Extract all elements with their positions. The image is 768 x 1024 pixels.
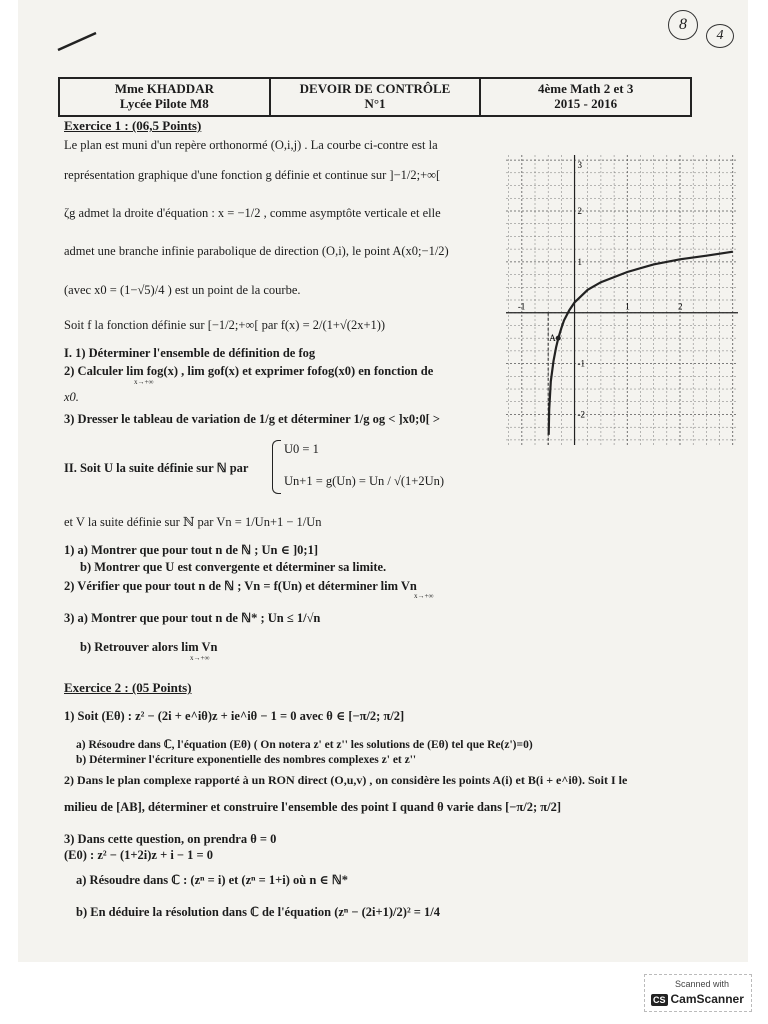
pen-stroke-mark <box>56 30 100 52</box>
ex1-q3b-lim-sub: x→+∞ <box>190 654 210 662</box>
ex2-q3a: a) Résoudre dans ℂ : (zⁿ = i) et (zⁿ = 1+i) où n ∈ ℕ* <box>76 873 349 887</box>
point-a-label: A <box>549 333 556 344</box>
ex2-q3-equation: (E0) : z² − (1+2i)z + i − 1 = 0 <box>64 848 214 862</box>
ex1-line-3: ζg admet la droite d'équation : x = −1/2 , comme asymptôte verticale et elle <box>64 206 441 220</box>
teacher-name: Mme KHADDAR <box>114 81 214 96</box>
ex1-q1b: b) Montrer que U est convergente et déterminer sa limite. <box>80 560 387 574</box>
ex1-line-2: représentation graphique d'une fonction g définie et continue sur ]−1/2;+∞[ <box>64 168 441 182</box>
ex1-part-ii-intro: II. Soit U la suite définie sur ℕ par <box>64 461 249 475</box>
system-brace <box>272 440 281 494</box>
graph-grid <box>506 155 738 445</box>
ex2-q1: 1) Soit (Eθ) : z² − (2i + e^iθ)z + ie^iθ − 1 = 0 avec θ ∈ [−π/2; π/2] <box>64 709 405 723</box>
ex1-q-i1: I. 1) Déterminer l'ensemble de définition de fog <box>64 346 316 360</box>
ex1-q-i2-lim-sub: x→+∞ <box>134 378 154 386</box>
y-tick-label-1: 1 <box>577 256 583 267</box>
ex1-q1a: 1) a) Montrer que pour tout n de ℕ ; Un ∈ ]0;1] <box>64 543 318 557</box>
ex1-q3b: b) Retrouver alors lim Vn <box>80 640 218 654</box>
ex2-q3: 3) Dans cette question, on prendra θ = 0 <box>64 832 277 846</box>
y-tick-label-neg1: -1 <box>577 358 586 369</box>
ex1-q2: 2) Vérifier que pour tout n de ℕ ; Vn = f(Un) et déterminer lim Vn <box>64 579 417 593</box>
function-graph <box>506 155 738 445</box>
ex1-q-i2: 2) Calculer lim fog(x) , lim gof(x) et exprimer fofog(x0) en fonction de <box>64 364 434 378</box>
y-tick-label-3: 3 <box>577 160 583 171</box>
y-tick-label-2: 2 <box>577 205 583 216</box>
exercise-1-title: Exercice 1 : (06,5 Points) <box>64 118 202 133</box>
y-tick-label-neg2: -2 <box>577 409 586 420</box>
ex1-q3a: 3) a) Montrer que pour tout n de ℕ* ; Un ≤ 1/√n <box>64 611 321 625</box>
camscanner-icon: CS <box>653 995 666 1005</box>
header-class-cell <box>479 79 690 115</box>
ex1-line-5: (avec x0 = (1−√5)/4 ) est un point de la courbe. <box>64 283 301 297</box>
header-title-cell <box>269 79 480 115</box>
school-name: Lycée Pilote M8 <box>119 96 209 111</box>
ex2-q1a: a) Résoudre dans ℂ, l'équation (Eθ) ( On notera z' et z'' les solutions de (Eθ) tel que Re(z')=0) <box>76 739 533 751</box>
ex2-q2-line2: milieu de [AB], déterminer et construire l'ensemble des point I quand θ varie dans [−π/2; π/2] <box>64 800 562 814</box>
ex1-v-def: et V la suite définie sur ℕ par Vn = 1/Un+1 − 1/Un <box>64 515 322 529</box>
ex2-q1b: b) Déterminer l'écriture exponentielle des nombres complexes z' et z'' <box>76 754 417 766</box>
ex1-un1-def: Un+1 = g(Un) = Un / √(1+2Un) <box>284 474 445 488</box>
curve-g <box>549 252 733 435</box>
class-name: 4ème Math 2 et 3 <box>538 81 634 96</box>
ex2-q2-line1: 2) Dans le plan complexe rapporté à un RON direct (O,u,v) , on considère les points A(i) et B(i + e^iθ). Soit I le <box>64 773 628 787</box>
ex1-q-i3: 3) Dresser le tableau de variation de 1/g et déterminer 1/g og < ]x0;0[ > <box>64 412 440 426</box>
ex1-q2-lim-sub: x→+∞ <box>414 592 434 600</box>
x-tick-label-1: 1 <box>625 301 630 312</box>
camscanner-logo-text <box>651 992 744 1006</box>
ex2-q3b: b) En déduire la résolution dans ℂ de l'équation (zⁿ − (2i+1)/2)² = 1/4 <box>76 905 441 919</box>
ex1-q-i2-cont: x0. <box>64 390 79 404</box>
page-mark-circle-1: 8 <box>668 10 698 40</box>
exercise-2-title: Exercice 2 : (05 Points) <box>64 680 192 695</box>
scanned-with-text: Scanned with <box>675 979 730 989</box>
x-tick-label-neg1: -1 <box>517 301 526 312</box>
ex1-line-4: admet une branche infinie parabolique de direction (O,i), le point A(x0;−1/2) <box>64 244 449 258</box>
x-tick-label-2: 2 <box>678 301 683 312</box>
ex1-u0-def: U0 = 1 <box>284 442 319 456</box>
ex1-line-1: Le plan est muni d'un repère orthonormé (O,i,j) . La courbe ci-contre est la <box>64 138 438 152</box>
camscanner-name: CamScanner <box>670 992 744 1006</box>
header-teacher-cell <box>60 79 269 115</box>
camscanner-badge <box>644 974 752 1012</box>
header-table <box>58 77 692 117</box>
point-a <box>556 336 561 341</box>
school-year: 2015 - 2016 <box>554 96 618 111</box>
page-mark-circle-2: 4 <box>706 24 734 48</box>
exam-title: DEVOIR DE CONTRÔLE <box>299 81 451 96</box>
exam-number: N°1 <box>364 96 386 111</box>
ex1-line-6: Soit f la fonction définie sur [−1/2;+∞[ par f(x) = 2/(1+√(2x+1)) <box>64 318 386 332</box>
